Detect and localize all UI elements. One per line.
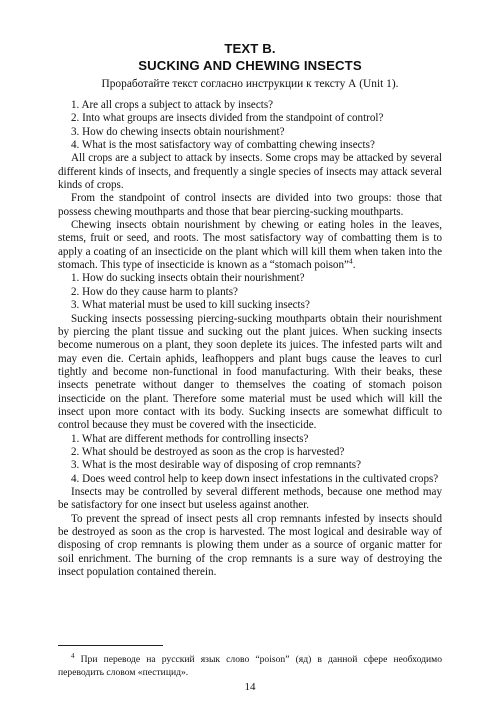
body-paragraph — [58, 152, 442, 192]
paragraph-text: 1. Are all crops a subject to attack by insects? — [71, 99, 274, 111]
paragraph-text: 4. Does weed control help to keep down insect infestations in the cultivated crops? — [71, 472, 439, 485]
paragraph-text: 2. Into what groups are insects divided from the standpoint of control? — [71, 112, 384, 125]
paragraph-text: 2. How do they cause harm to plants? — [71, 285, 238, 298]
paragraph-text: Insects may be controlled by several different methods, because one method may be satisfactory for one insect but useless against another. — [58, 485, 442, 512]
paragraph-text: To prevent the spread of insect pests all crop remnants infested by insects should be destroyed as soon as the crop is harvested. The most logical and desirable way of disposing of crop remnants is plowing them under as a source of organic matter for soil enrichment. The burning of the crop remnants is a sure way of destroying the insect population contained therein. — [58, 512, 442, 579]
paragraph-text: Sucking insects possessing piercing-sucking mouthparts obtain their nourishment by piercing the plant tissue and sucking out the plant juices. When sucking insects become numerous on a plant, they soon deplete its juices. The infested parts wilt and may even die. Certain aphids, leafhoppers and plant bugs cause the leaves to curl tightly and become non-functional in food manufacturing. With their beaks, these insects penetrate without danger to themselves the coating of stomach poison insecticide on the plant. Therefore some material must be used which will kill the insect upon more contact with its body. Sucking insects are somewhat difficult to control because they must be covered with the insecticide. — [58, 312, 442, 432]
instruction-text: Проработайте текст согласно инструкции к тексту А (Unit 1). — [101, 78, 399, 90]
footnote-reference: 4 — [348, 256, 353, 266]
question-item — [58, 473, 442, 486]
body-paragraph: Chewing insects obtain nourishment by chewing or eating holes in the leaves, stems, fruit or seed, and roots. The most satisfactory way of combatting them is to apply a coating of an insecticide on the plant which will kill them when taken into the stomach. This type of insecticide is known as a “stomach poison”$^4$. — [58, 219, 442, 272]
body-paragraph — [58, 192, 442, 219]
footnote-marker: 4 — [71, 652, 75, 660]
paragraph-text: 1. How do sucking insects obtain their nourishment? — [71, 272, 305, 285]
question-item — [58, 459, 442, 472]
page-number: 14 — [244, 681, 256, 693]
footnote-divider — [58, 645, 163, 646]
question-item — [58, 139, 442, 152]
body-paragraph — [58, 513, 442, 580]
paragraph-text: 3. What material must be used to kill sucking insects? — [71, 299, 310, 312]
paragraph-text: Chewing insects obtain nourishment by chewing or eating holes in the leaves, stems, fruit or seed, and roots. The most satisfactory way of combatting them is to apply a coating of an insecticide on the plant which will kill them when taken into the stomach. This type of insecticide is known as a “stomach poison” — [58, 219, 442, 272]
body-paragraph — [58, 486, 442, 513]
question-item — [58, 446, 442, 459]
footnote-text: При переводе на русский язык слово “poison” (яд) в данной сфере необходимо переводить словом «пестицид». — [58, 654, 442, 678]
paragraph-text: 3. How do chewing insects obtain nourishment? — [71, 125, 285, 138]
question-item — [58, 272, 442, 285]
question-item — [58, 126, 442, 139]
paragraph-text: 3. What is the most desirable way of disposing of crop remnants? — [71, 459, 362, 472]
question-item — [58, 433, 442, 446]
footnote — [58, 650, 442, 679]
paragraph-text: 1. What are different methods for controlling insects? — [71, 432, 309, 445]
paragraph-text: 2. What should be destroyed as soon as the crop is harvested? — [71, 445, 345, 458]
paragraph-text: 4. What is the most satisfactory way of combatting chewing insects? — [71, 139, 375, 152]
question-item — [58, 299, 442, 312]
paragraph-text: From the standpoint of control insects are divided into two groups: those that possess chewing mouthparts and those that bear piercing-sucking mouthparts. — [58, 192, 442, 218]
document-body — [58, 99, 442, 579]
title-line-2: SUCKING AND CHEWING INSECTS — [138, 58, 362, 73]
question-item — [58, 286, 442, 299]
document-title — [58, 40, 442, 74]
question-item — [58, 99, 442, 112]
title-line-1: TEXT B. — [224, 41, 276, 56]
body-paragraph — [58, 313, 442, 433]
paragraph-text: All crops are a subject to attack by insects. Some crops may be attacked by several different kinds of insects, and frequently a single species of insects may attack several kinds of crops. — [58, 152, 442, 192]
question-item — [58, 112, 442, 125]
